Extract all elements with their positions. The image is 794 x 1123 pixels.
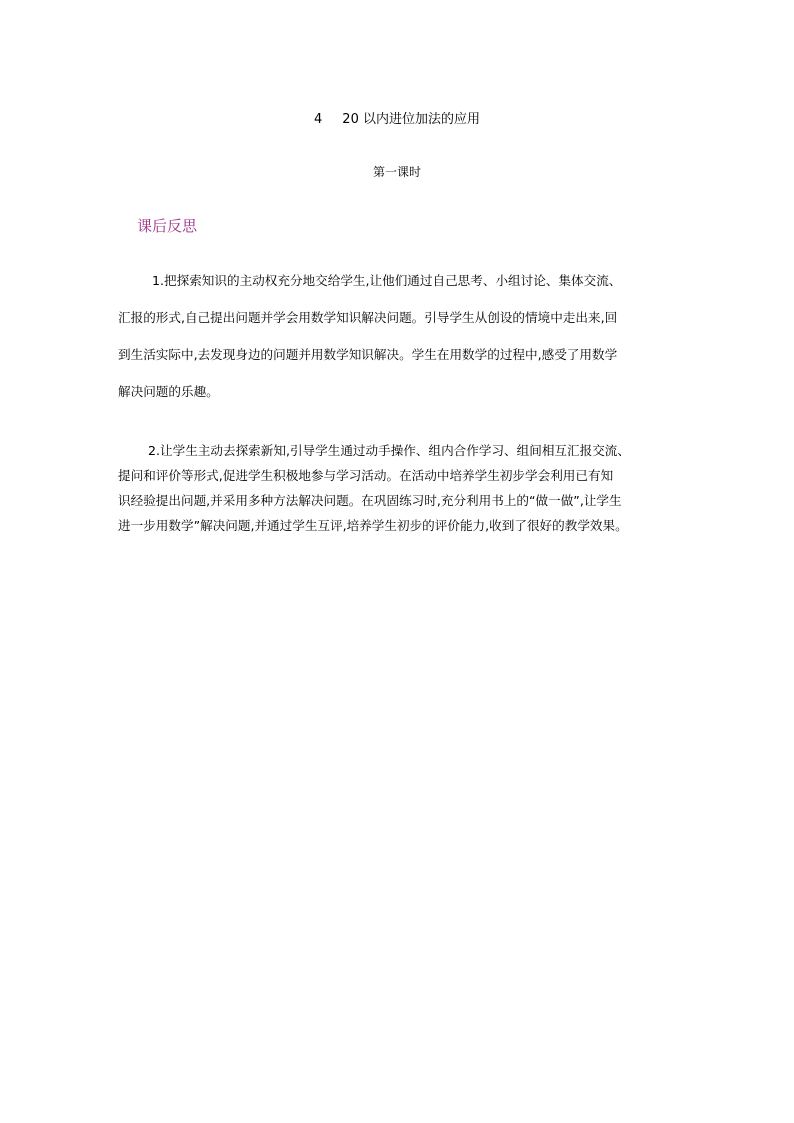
page-subtitle: 第一课时 [372, 165, 421, 179]
reflection-paragraph-2: 2.让学生主动去探索新知,引导学生通过动手操作、组内合作学习、组间相互汇报交流、 提问和评价等形式,促进学生积极地参与学习活动。在活动中培养学生初步学会利用已有知 识经验提出问题,并采用多种方法解决问题。在巩固练习时,充分利用书上的“做一做”,让学生 进一步用数学”解决问题,并通过学生互评,培养学生初步的评价能力,收到了很好的教学效果。 [118, 443, 630, 533]
section-heading: 课后反思 [137, 217, 198, 235]
reflection-paragraph-1: 1.把探索知识的主动权充分地交给学生,让他们通过自己思考、小组讨论、集体交流、 汇报的形式,自己提出问题并学会用数学知识解决问题。引导学生从创设的情境中走出来,回 到生活实际中,去发现身边的问题并用数学知识解决。学生在用数学的过程中,感受了用数学 解决问题的乐趣。 [118, 273, 622, 399]
lesson-title: 20 以内进位加法的应用 [342, 112, 480, 127]
lesson-number: 4 [314, 112, 323, 127]
page-title [0, 108, 794, 127]
